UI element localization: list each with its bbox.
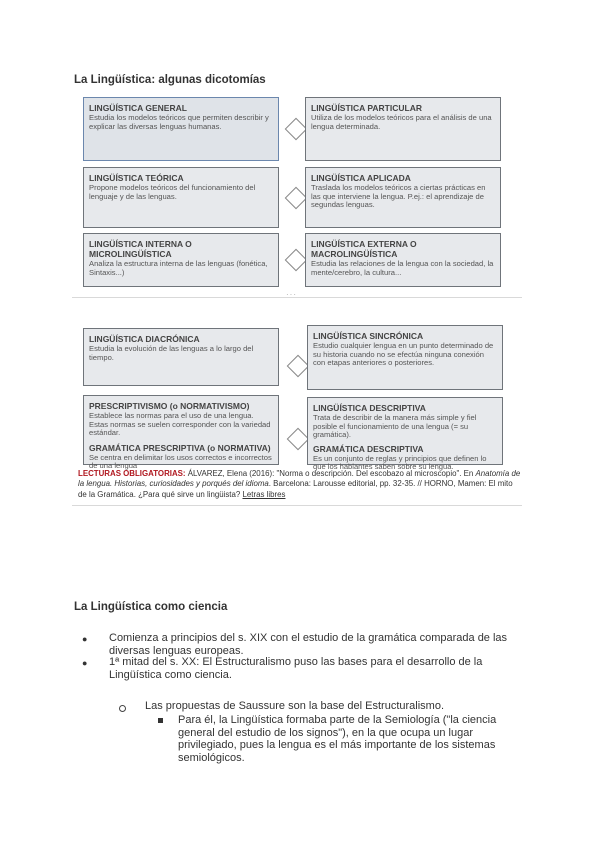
box-title: LINGÜÍSTICA SINCRÓNICA [313,331,424,341]
box-desc: Estudia la evolución de las lenguas a lo largo del tiempo. [89,344,254,362]
diamond-connector [287,428,310,451]
box-linguistica-descriptiva [307,397,503,472]
bullet-icon: ● [82,634,88,644]
box-subtitle: GRAMÁTICA PRESCRIPTIVA (o NORMATIVA) [89,442,271,453]
lecturas-book-title: Anatomía de la lengua. Historias, curiosidades y porqués del idioma [78,469,521,489]
lecturas-text-2: . Barcelona: Larousse editorial, pp. 32-35. // HORNO, Mamen: El mito de la Gramática. ¿Para qué sirve un lingüista? [78,479,513,499]
diamond-connector [285,118,308,141]
list-item-level2: Las propuestas de Saussure son la base del Estructuralismo. [145,700,444,712]
divider [72,297,522,298]
box-title: LINGÜÍSTICA PARTICULAR [311,103,422,113]
list-item-text: 1ª mitad del s. XX: El Estructuralismo puso las bases para el desarrollo de la Lingüística como ciencia. [109,656,483,681]
box-title: PRESCRIPTIVISMO (o NORMATIVISMO) [89,401,250,411]
box-desc: Trata de describir de la manera más simple y fiel posible el funcionamiento de una lengua (= su gramática). [313,413,477,440]
divider [72,505,522,506]
box-subdesc: Es un conjunto de reglas y principios que definen lo que los hablantes saben sobre su lengua. [313,453,487,472]
box-title: LINGÜÍSTICA GENERAL [89,103,187,113]
circle-bullet-icon [119,705,126,712]
box-desc: Establece las normas para el uso de una lengua. Estas normas se suelen corresponder con la variedad estándar. [89,411,271,438]
box-title: LINGÜÍSTICA APLICADA [311,173,411,183]
more-indicator: ··· [286,290,297,299]
lecturas-obligatorias [78,469,522,500]
box-linguistica-general [83,97,279,161]
box-title: LINGÜÍSTICA DIACRÓNICA [89,334,200,344]
square-bullet-icon [158,718,163,723]
lecturas-label: LECTURAS OBLIGATORIAS: [78,469,186,478]
box-desc: Estudio cualquier lengua en un punto determinado de su historia cuando no se efectúa ninguna conexión con etapas anteriores o posteriores. [313,341,494,368]
list-item [82,656,528,684]
box-desc: Utiliza de los modelos teóricos para el análisis de una lengua determinada. [311,113,492,131]
box-linguistica-externa [305,233,501,287]
box-prescriptivismo [83,395,279,471]
box-desc: Estudia los modelos teóricos que permiten describir y explicar las diversas lenguas humanas. [89,113,269,131]
lecturas-text: ÁLVAREZ, Elena (2016): "Norma o descripción. Del escobazo al microscopio". En [185,469,476,478]
box-desc: Analiza la estructura interna de las lenguas (fonética, Sintaxis...) [89,259,268,277]
box-linguistica-aplicada [305,167,501,228]
box-title: LINGÜÍSTICA TEÓRICA [89,173,184,183]
box-subdesc: Se centra en delimitar los usos correctos e incorrectos de una lengua [89,452,272,471]
box-subtitle: GRAMÁTICA DESCRIPTIVA [313,443,424,454]
diamond-connector [287,355,310,378]
section-title-dicotomias: La Lingüística: algunas dicotomías [74,74,266,86]
diamond-connector [285,249,308,272]
box-title: LINGÜÍSTICA DESCRIPTIVA [313,403,426,413]
box-desc: Propone modelos teóricos del funcionamiento del lenguaje y de las lenguas. [89,183,256,201]
bullet-icon: ● [82,658,88,668]
box-linguistica-teorica [83,167,279,228]
list-item-level3: Para él, la Lingüística formaba parte de la Semiología ("la ciencia general del estudio de los signos"), en la que ocupa un lugar privilegiado, pues la lengua es el más importante de los sistemas semiológicos. [178,714,497,764]
dicotomias-diagram-1 [83,97,515,297]
box-desc: Estudia las relaciones de la lengua con la sociedad, la mente/cerebro, la cultura... [311,259,494,277]
dicotomias-diagram-2 [83,325,515,472]
diamond-connector [285,187,308,210]
box-linguistica-particular [305,97,501,161]
box-desc: Traslada los modelos teóricos a ciertas prácticas en las que interviene la lengua. P.ej.: el aprendizaje de segundas lenguas. [311,183,486,210]
section-title-ciencia: La Lingüística como ciencia [74,601,228,613]
box-title: LINGÜÍSTICA EXTERNA O MACROLINGÜÍSTICA [311,239,417,259]
box-linguistica-sincronica [307,325,503,390]
box-linguistica-interna [83,233,279,287]
list-item-text: Comienza a principios del s. XIX con el estudio de la gramática comparada de las diversas lenguas europeas. [109,632,508,657]
letras-libres-link[interactable]: Letras libres [242,489,286,499]
box-linguistica-diacronica [83,328,279,386]
box-title: LINGÜÍSTICA INTERNA O MICROLINGÜÍSTICA [89,239,192,259]
